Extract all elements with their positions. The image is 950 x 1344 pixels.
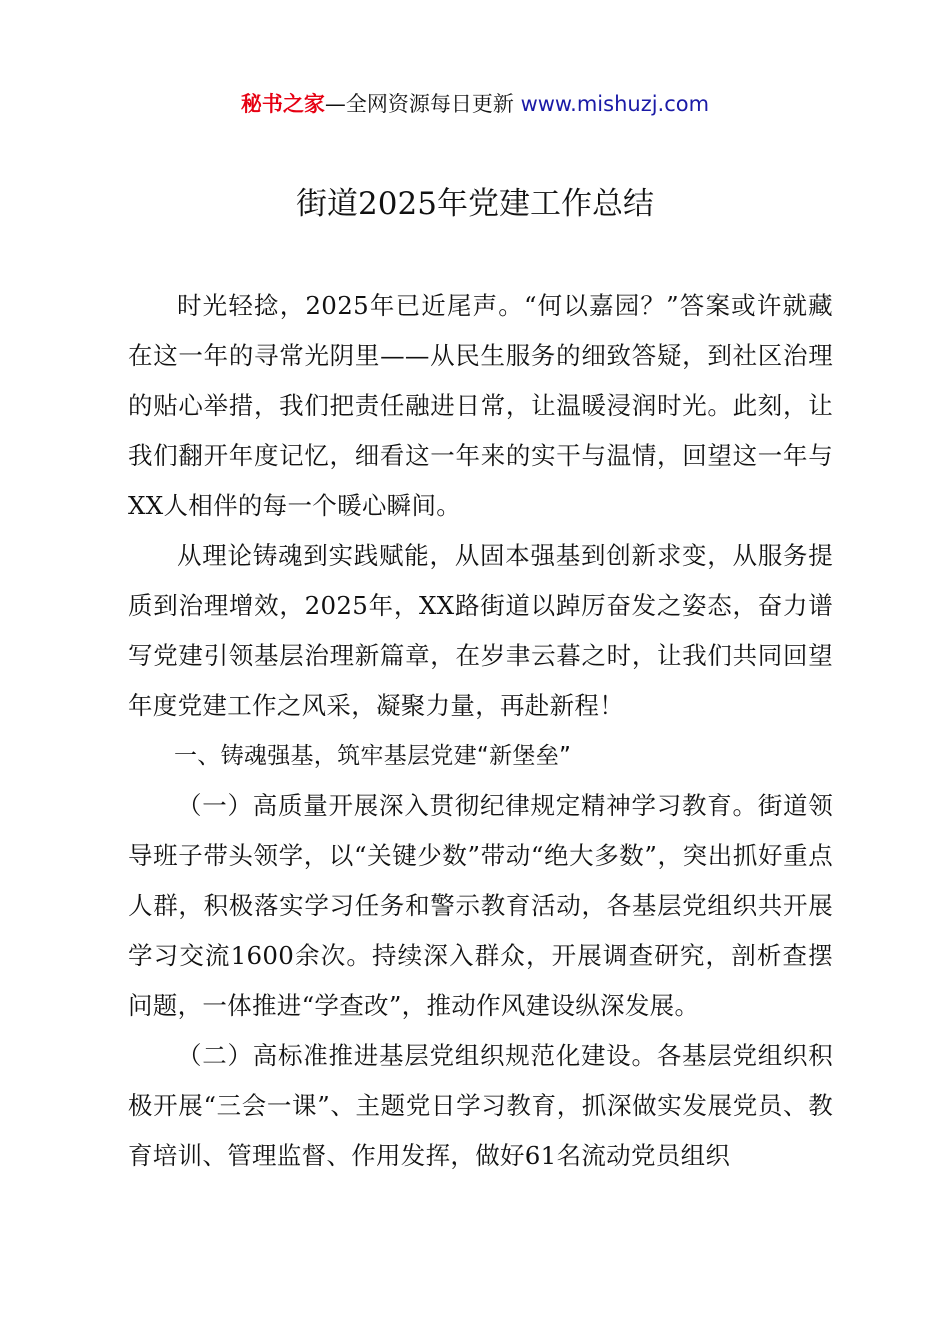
site-url-link[interactable]: www.mishuzj.com: [520, 92, 710, 116]
subsection-paragraph-1: （一）高质量开展深入贯彻纪律规定精神学习教育。街道领导班子带头领学，以“关键少数”带动“绝大多数”，突出抓好重点人群，积极落实学习任务和警示教育活动，各基层党组织共开展学习交流1600余次。持续深入群众，开展调查研究，剖析查摆问题，一体推进“学查改”，推动作风建设纵深发展。: [128, 791, 833, 1020]
site-header: [0, 88, 950, 120]
header-tagline: —全网资源每日更新: [324, 92, 521, 116]
document-body: [128, 281, 833, 1181]
overview-paragraph: 从理论铸魂到实践赋能，从固本强基到创新求变，从服务提质到治理增效，2025年，XX路街道以踔厉奋发之姿态，奋力谱写党建引领基层治理新篇章，在岁聿云暮之时，让我们共同回望年度党建工作之风采，凝聚力量，再赴新程！: [128, 541, 833, 720]
subsection-paragraph-2: （二）高标准推进基层党组织规范化建设。各基层党组织积极开展“三会一课”、主题党日学习教育，抓深做实发展党员、教育培训、管理监督、作用发挥，做好61名流动党员组织: [128, 1041, 833, 1170]
document-title: 街道2025年党建工作总结: [296, 186, 654, 222]
section-heading-1: 一、铸魂强基，筑牢基层党建“新堡垒”: [174, 743, 572, 769]
brand-name: 秘书之家: [240, 92, 325, 116]
intro-paragraph: 时光轻捻，2025年已近尾声。“何以嘉园？”答案或许就藏在这一年的寻常光阴里——从民生服务的细致答疑，到社区治理的贴心举措，我们把责任融进日常，让温暖浸润时光。此刻，让我们翻开年度记忆，细看这一年来的实干与温情，回望这一年与XX人相伴的每一个暖心瞬间。: [128, 291, 833, 520]
